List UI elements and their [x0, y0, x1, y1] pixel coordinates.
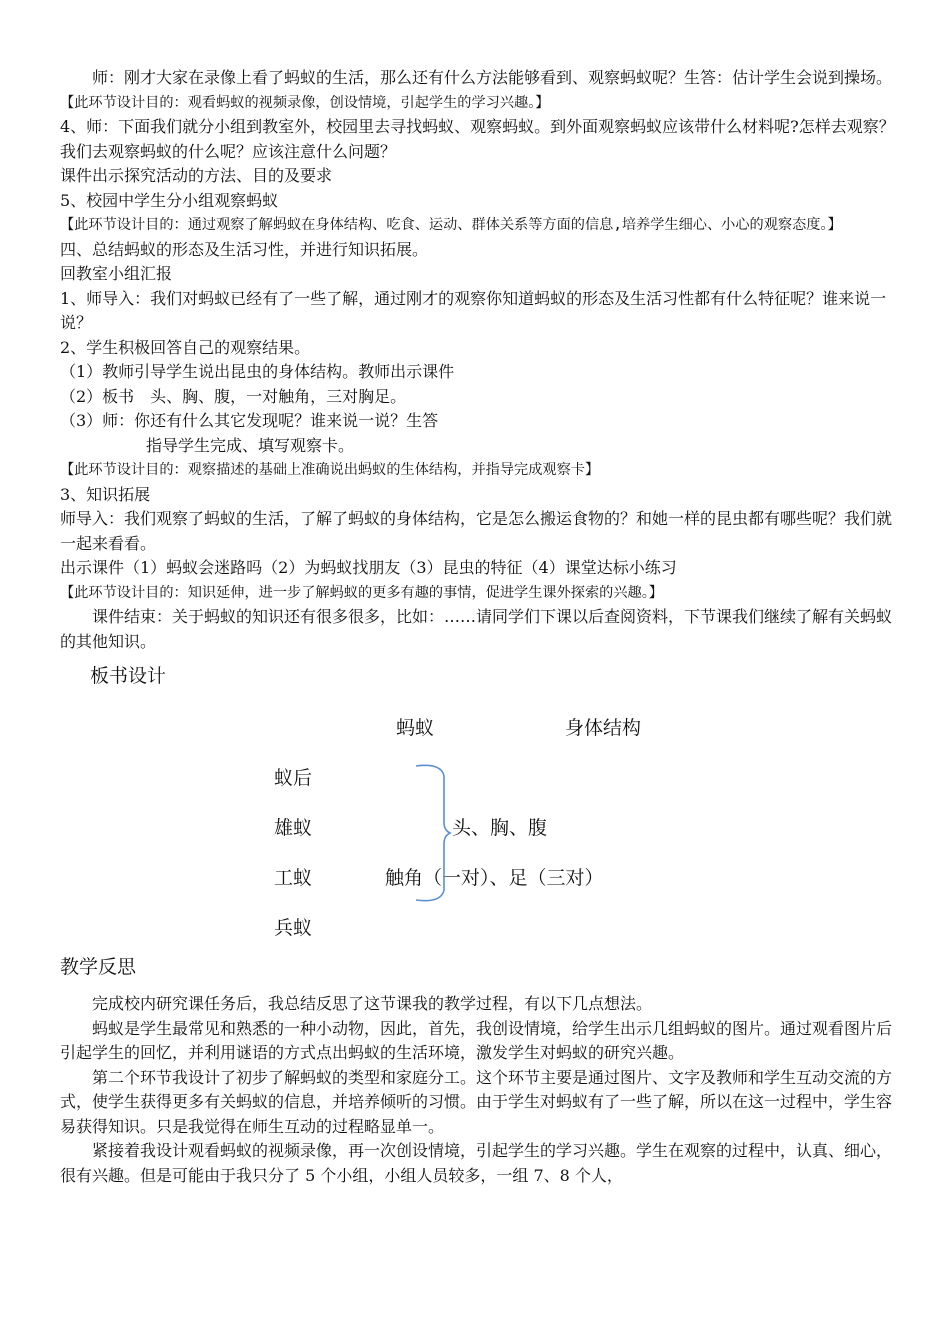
body-appendages: 触角（一对）、足（三对） [385, 867, 604, 889]
list-item: 指导学生完成、填写观察卡。 [146, 435, 355, 455]
paragraph: 课件结束：关于蚂蚁的知识还有很多很多，比如：……请同学们下课以后查阅资料，下节课我们继续了解有关蚂蚁的其他知识。 [60, 607, 893, 651]
paragraph: 5、校园中学生分小组观察蚂蚁 [60, 190, 279, 210]
design-note: 【此环节设计目的：观察描述的基础上准确说出蚂蚁的生体结构，并指导完成观察卡】 [60, 462, 600, 478]
design-note: 【此环节设计目的：知识延伸，进一步了解蚂蚁的更多有趣的事情，促进学生课外探索的兴趣。】 [60, 584, 663, 601]
design-note: 【此环节设计目的：通过观察了解蚂蚁在身体结构、吃食、运动、群体关系等方面的信息,培养学生细心、小心的观察态度。】 [60, 217, 842, 233]
caste-item: 工蚁 [274, 867, 313, 889]
paragraph: 2、学生积极回答自己的观察结果。 [60, 337, 311, 357]
section-heading: 四、总结蚂蚁的形态及生活习性，并进行知识拓展。 [60, 239, 429, 259]
paragraph: 4、师：下面我们就分小组到教室外，校园里去寻找蚂蚁、观察蚂蚁。到外面观察蚂蚁应该带什么材料呢?怎样去观察？我们去观察蚂蚁的什么呢？应该注意什么问题？ [60, 117, 895, 161]
paragraph: 师：刚才大家在录像上看了蚂蚁的生活，那么还有什么方法能够看到、观察蚂蚁呢？生答：估计学生会说到操场。 [92, 68, 893, 87]
list-item: （2）板书 头、胸、腹，一对触角，三对胸足。 [60, 386, 407, 406]
list-item: （1）教师引导学生说出昆虫的身体结构。教师出示课件 [60, 362, 455, 381]
paragraph: 师导入：我们观察了蚂蚁的生活，了解了蚂蚁的身体结构，它是怎么搬运食物的？和她一样的昆虫都有哪些呢？我们就一起来看看。 [60, 509, 893, 553]
paragraph: 3、知识拓展 [60, 484, 151, 504]
paragraph: 回教室小组汇报 [60, 264, 173, 283]
caste-item: 雄蚁 [274, 817, 313, 839]
board-title: 板书设计 [90, 665, 167, 687]
paragraph: 1、师导入：我们对蚂蚁已经有了一些了解，通过刚才的观察你知道蚂蚁的形态及生活习性都有什么特征呢？谁来说一说？ [60, 288, 887, 332]
board-header-ant: 蚂蚁 [396, 717, 435, 739]
paragraph: 课件出示探究活动的方法、目的及要求 [60, 166, 333, 185]
board-header-structure: 身体结构 [565, 717, 642, 739]
list-item: （3）师：你还有什么其它发现呢？谁来说一说？生答 [60, 411, 439, 430]
body-parts: 头、胸、腹 [452, 817, 548, 839]
board-design [60, 654, 900, 939]
paragraph: 出示课件（1）蚂蚁会迷路吗（2）为蚂蚁找朋友（3）昆虫的特征（4）课堂达标小练习 [60, 558, 677, 577]
brace-icon [412, 762, 452, 904]
reflection-paragraph: 蚂蚁是学生最常见和熟悉的一种小动物，因此，首先，我创设情境，给学生出示几组蚂蚁的图片。通过观看图片后引起学生的回忆，并利用谜语的方式点出蚂蚁的生活环境，激发学生对蚂蚁的研究兴趣。 [60, 1018, 893, 1062]
reflection-paragraph: 第二个环节我设计了初步了解蚂蚁的类型和家庭分工。这个环节主要是通过图片、文字及教师和学生互动交流的方式，使学生获得更多有关蚂蚁的信息，并培养倾听的习惯。由于学生对蚂蚁有了一些了解，所以在这一过程中，学生容易获得知识。只是我觉得在师生互动的过程略显单一。 [60, 1067, 893, 1136]
document-page [60, 66, 900, 1188]
reflection-paragraph: 紧接着我设计观看蚂蚁的视频录像，再一次创设情境，引起学生的学习兴趣。学生在观察的过程中，认真、细心，很有兴趣。但是可能由于我只分了 5 个小组，小组人员较多，一组 7、8 个人， [60, 1141, 893, 1185]
design-note: 【此环节设计目的：观看蚂蚁的视频录像，创设情境，引起学生的学习兴趣。】 [60, 94, 550, 111]
reflection-paragraph: 完成校内研究课任务后，我总结反思了这节课我的教学过程，有以下几点想法。 [92, 994, 653, 1013]
caste-item: 蚁后 [274, 767, 313, 789]
reflection-title: 教学反思 [60, 956, 137, 978]
caste-item: 兵蚁 [274, 917, 313, 939]
